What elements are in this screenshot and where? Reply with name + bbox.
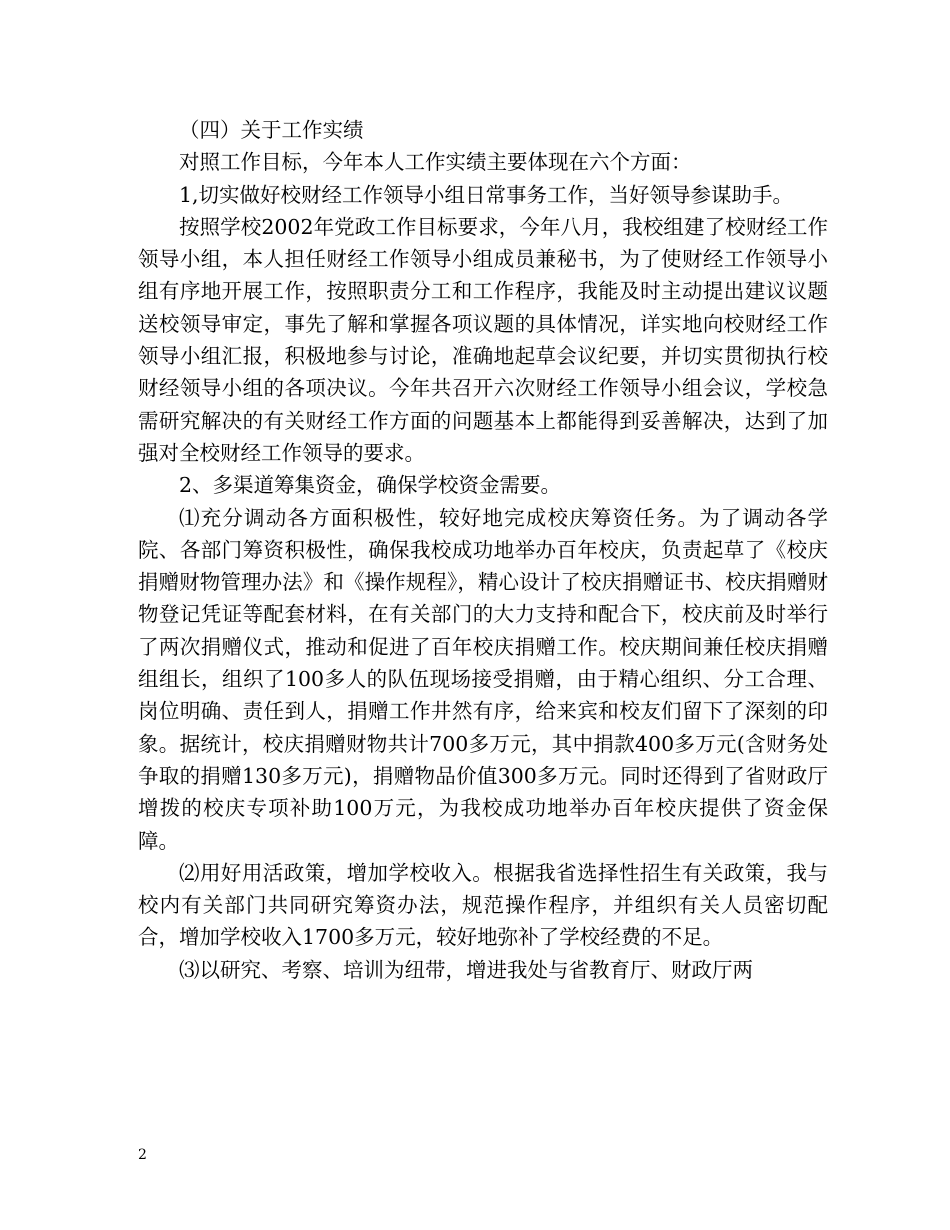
intro-paragraph: 对照工作目标，今年本人工作实绩主要体现在六个方面：: [179, 150, 692, 175]
item-1-heading: 1,切实做好校财经工作领导小组日常事务工作，当好领导参谋助手。: [179, 182, 794, 207]
item-1-paragraph: 按照学校2002年党政工作目标要求，今年八月，我校组建了校财经工作领导小组，本人担任财经工作领导小组成员兼秘书，为了使财经工作领导小组有序地开展工作，按照职责分工和工作程序，我能及时主动提出建议议题送校领导审定，事先了解和掌握各项议题的具体情况，详实地向校财经工作领导小组汇报，积极地参与讨论，准确地起草会议纪要，并切实贯彻执行校财经领导小组的各项决议。今年共召开六次财经工作领导小组会议，学校急需研究解决的有关财经工作方面的问题基本上都能得到妥善解决，达到了加强对全校财经工作领导的要求。: [138, 214, 828, 465]
document-body: [138, 114, 828, 986]
item-2-sub-3-paragraph: ⑶以研究、考察、培训为纽带，增进我处与省教育厅、财政厅两: [179, 957, 753, 982]
page-number: 2: [138, 1147, 147, 1163]
item-2-heading: 2、多渠道筹集资金，确保学校资金需要。: [179, 473, 562, 498]
section-heading: （四）关于工作实绩: [179, 118, 364, 142]
item-2-sub-2-paragraph: ⑵用好用活政策，增加学校收入。根据我省选择性招生有关政策，我与校内有关部门共同研究筹资办法，规范操作程序，并组织有关人员密切配合，增加学校收入1700多万元，较好地弥补了学校经费的不足。: [138, 860, 828, 950]
item-2-sub-1-paragraph: ⑴充分调动各方面积极性，较好地完成校庆筹资任务。为了调动各学院、各部门筹资积极性，确保我校成功地举办百年校庆，负责起草了《校庆捐赠财物管理办法》和《操作规程》，精心设计了校庆捐赠证书、校庆捐赠财物登记凭证等配套材料，在有关部门的大力支持和配合下，校庆前及时举行了两次捐赠仪式，推动和促进了百年校庆捐赠工作。校庆期间兼任校庆捐赠组组长，组织了100多人的队伍现场接受捐赠，由于精心组织、分工合理、岗位明确、责任到人，捐赠工作井然有序，给来宾和校友们留下了深刻的印象。据统计，校庆捐赠财物共计700多万元，其中捐款400多万元(含财务处争取的捐赠130多万元)，捐赠物品价值300多万元。同时还得到了省财政厅增拨的校庆专项补助100万元，为我校成功地举办百年校庆提供了资金保障。: [138, 505, 828, 853]
